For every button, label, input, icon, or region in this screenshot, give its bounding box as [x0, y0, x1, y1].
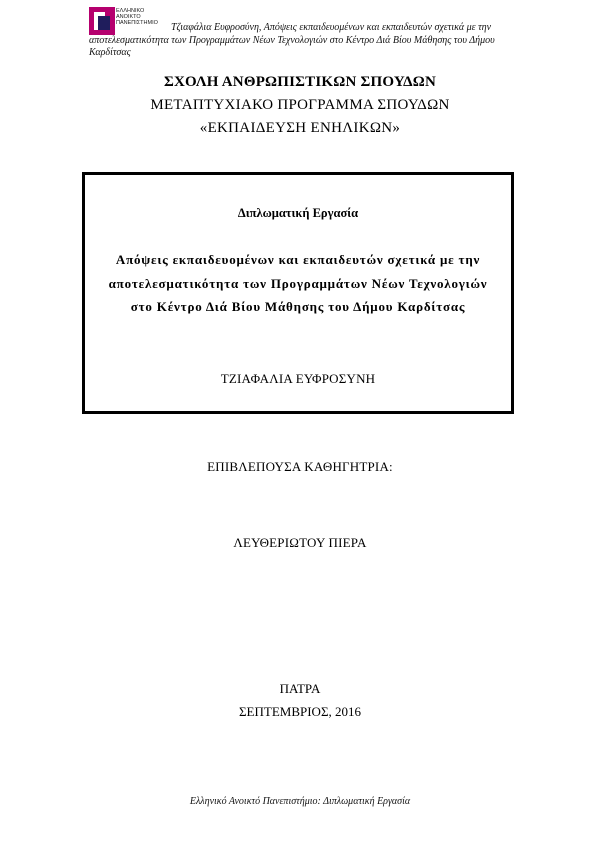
imprint-date: ΣΕΠΤΕΜΒΡΙΟΣ, 2016 [238, 704, 362, 719]
running-head-line: αποτελεσματικότητα των Προγραμμάτων Νέων Τεχνολογιών στο Κέντρο Διά Βίου Μάθησης του Δήμου [89, 34, 495, 46]
thesis-title: Απόψεις εκπαιδευομένων και εκπαιδευτών σχετικά με την αποτελεσματικότητα των Προγραμμάτων Νέων Τεχνολογιών στο Κέντρο Διά Βίου Μάθησης του Δήμου Καρδίτσας [108, 252, 488, 314]
thesis-author: ΤΖΙΑΦΑΛΙΑ ΕΥΦΡΟΣΥΝΗ [220, 371, 376, 386]
school-name: ΣΧΟΛΗ ΑΝΘΡΩΠΙΣΤΙΚΩΝ ΣΠΟΥΔΩΝ [164, 74, 436, 90]
running-head-line: Τζιαφάλια Ευφροσύνη, Απόψεις εκπαιδευομένων και εκπαιδευτών σχετικά με την [171, 22, 492, 33]
page-footer: Ελληνικό Ανοικτό Πανεπιστήμιο: Διπλωματική Εργασία [189, 796, 411, 807]
specialization-name: «ΕΚΠΑΙΔΕΥΣΗ ΕΝΗΛΙΚΩΝ» [199, 120, 401, 136]
thesis-type: Διπλωματική Εργασία [237, 206, 359, 220]
imprint-city: ΠΑΤΡΑ [279, 681, 321, 696]
supervisor-name: ΛΕΥΘΕΡΙΩΤΟΥ ΠΙΕΡΑ [233, 535, 367, 550]
supervisor-label: ΕΠΙΒΛΕΠΟΥΣΑ ΚΑΘΗΓΗΤΡΙΑ: [207, 459, 393, 474]
thesis-title-frame [82, 172, 514, 414]
running-head [89, 22, 519, 60]
university-logo-text: ΕΛΛΗΝΙΚΟ ΑΝΟΙΚΤΟ ΠΑΝΕΠΙΣΤΗΜΙΟ [116, 8, 158, 26]
program-name: ΜΕΤΑΠΤΥΧΙΑΚΟ ΠΡΟΓΡΑΜΜΑ ΣΠΟΥΔΩΝ [150, 97, 450, 113]
running-head-line: Καρδίτσας [89, 47, 131, 58]
